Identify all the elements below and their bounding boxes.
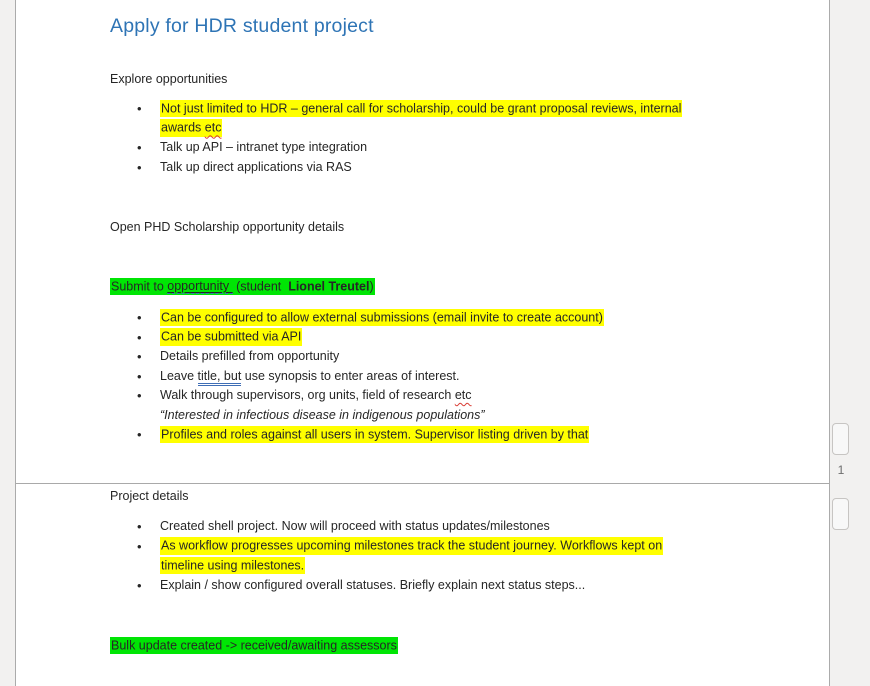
margin-button-top[interactable]	[832, 423, 849, 455]
list-item-line	[160, 537, 809, 557]
list-item[interactable]	[110, 386, 809, 425]
grammar-underlined-words: title, but	[198, 369, 242, 386]
bullet-icon	[137, 517, 149, 538]
list-item[interactable]	[110, 99, 809, 138]
list-item-line	[160, 386, 809, 406]
underlined-word: opportunity	[167, 279, 233, 293]
list-item-line	[160, 556, 809, 576]
list-item[interactable]	[110, 517, 809, 537]
list-item-line	[160, 119, 809, 139]
list-item[interactable]	[110, 158, 809, 178]
highlighted-text: timeline using milestones.	[161, 558, 305, 572]
paragraph-explore-opportunities[interactable]: Explore opportunities	[110, 72, 228, 86]
document-title[interactable]: Apply for HDR student project	[110, 15, 374, 37]
page-break-divider	[16, 483, 829, 484]
paragraph-submit[interactable]	[110, 277, 375, 297]
list-item-line: Created shell project. Now will proceed with status updates/milestones	[160, 519, 550, 533]
list-item-line	[160, 328, 809, 348]
bullet-icon	[137, 537, 149, 558]
bullet-icon	[137, 367, 149, 388]
list-item[interactable]	[110, 347, 809, 367]
highlighted-text: Not just limited to HDR – general call for scholarship, could be grant proposal reviews, internal	[161, 101, 682, 115]
highlighted-text	[160, 119, 222, 137]
bullet-icon	[137, 308, 149, 329]
bullet-icon	[137, 576, 149, 597]
list-item[interactable]	[110, 328, 809, 348]
text-segment: awards	[161, 120, 205, 135]
list-item[interactable]	[110, 308, 809, 328]
highlighted-text: Can be submitted via API	[161, 329, 302, 344]
list-item[interactable]	[110, 537, 809, 576]
text-segment: (student	[232, 279, 289, 293]
text-segment: use synopsis to enter areas of interest.	[241, 368, 460, 383]
spellcheck-word: etc	[204, 120, 222, 135]
bullet-list-explore	[110, 99, 809, 177]
paragraph-project-details[interactable]: Project details	[110, 489, 189, 503]
paragraph-open-phd[interactable]: Open PHD Scholarship opportunity details	[110, 220, 345, 234]
text-segment: Submit to	[111, 279, 168, 293]
italic-quote-line: “Interested in infectious disease in indigenous populations”	[160, 407, 485, 422]
bullet-list-submit	[110, 308, 809, 445]
bullet-icon	[137, 347, 149, 368]
text-segment: Leave	[160, 368, 198, 383]
bullet-icon	[137, 425, 149, 446]
bullet-icon	[137, 158, 149, 179]
list-item-line	[160, 367, 809, 387]
bullet-icon	[137, 138, 149, 159]
text-segment: )	[369, 279, 374, 293]
highlighted-text: Profiles and roles against all users in system. Supervisor listing driven by that	[161, 427, 589, 441]
right-margin-panel	[831, 0, 870, 686]
bullet-list-project	[110, 517, 809, 595]
list-item-line	[160, 425, 809, 445]
list-item-line: Talk up direct applications via RAS	[160, 159, 352, 174]
text-segment: Walk through supervisors, org units, field of research	[160, 388, 455, 402]
list-item-line: Explain / show configured overall statuses. Briefly explain next status steps...	[160, 577, 586, 592]
bullet-icon	[137, 99, 149, 120]
list-item[interactable]	[110, 576, 809, 596]
list-item-line: Details prefilled from opportunity	[160, 349, 340, 363]
bullet-icon	[137, 386, 149, 407]
bullet-icon	[137, 328, 149, 349]
paragraph-bulk-update[interactable]	[110, 636, 398, 656]
list-item[interactable]	[110, 138, 809, 158]
list-item[interactable]	[110, 367, 809, 387]
student-name: Lionel Treutel	[288, 279, 370, 293]
list-item-line: Talk up API – intranet type integration	[160, 140, 368, 154]
highlighted-text: Bulk update created -> received/awaiting assessors	[111, 638, 397, 652]
list-item-line	[160, 99, 809, 119]
document-page[interactable]	[15, 0, 830, 686]
page-number-label: 1	[837, 463, 845, 477]
spellcheck-word: etc	[454, 388, 472, 402]
highlighted-text	[110, 278, 375, 296]
list-item-line	[160, 308, 809, 328]
highlighted-text: Can be configured to allow external submissions (email invite to create account)	[161, 310, 603, 324]
margin-button-bottom[interactable]	[832, 498, 849, 530]
list-item[interactable]	[110, 425, 809, 445]
highlighted-text: As workflow progresses upcoming milestones track the student journey. Workflows kept on	[161, 538, 663, 553]
